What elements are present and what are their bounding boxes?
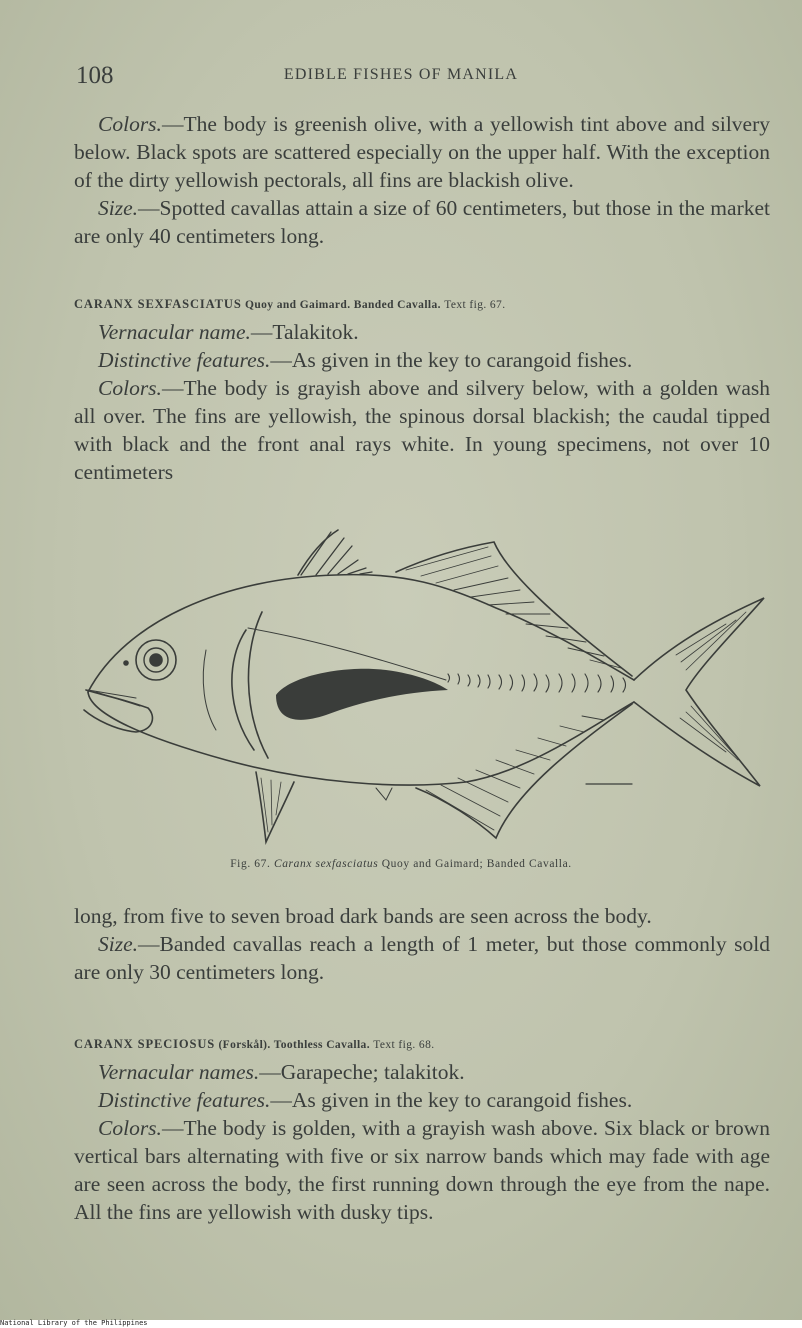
species-name: CARANX SEXFASCIATUS bbox=[74, 297, 242, 311]
page-header bbox=[0, 60, 802, 92]
features-text: —As given in the key to carangoid fishes. bbox=[270, 348, 633, 372]
section-toothless-cavalla bbox=[74, 1036, 770, 1226]
caption-prefix: Fig. 67. bbox=[230, 858, 274, 870]
library-credit: National Library of the Philippines bbox=[0, 1319, 148, 1327]
colors-paragraph bbox=[74, 110, 770, 194]
size-text: —Spotted cavallas attain a size of 60 centimeters, but those in the market are only 40 centimeters long. bbox=[74, 196, 770, 248]
size-text: —Banded cavallas reach a length of 1 meter, but those commonly sold are only 30 centimeters long. bbox=[74, 932, 770, 984]
colors-label: Colors. bbox=[98, 1116, 162, 1140]
vernacular-label: Vernacular names. bbox=[98, 1060, 260, 1084]
colors-label: Colors. bbox=[98, 376, 162, 400]
features-label: Distinctive features. bbox=[98, 1088, 271, 1112]
species-heading bbox=[74, 296, 770, 313]
features-label: Distinctive features. bbox=[98, 348, 271, 372]
species-figure-ref: Text fig. 67. bbox=[444, 299, 506, 311]
colors-text: —The body is grayish above and silvery below, with a golden wash all over. The fins are yellowish, the spinous dorsal blackish; the caudal tipped with black and the front anal rays white. In young specimens, not over 10 centimeters bbox=[74, 376, 770, 484]
vernacular-text: —Garapeche; talakitok. bbox=[259, 1060, 465, 1084]
vernacular-paragraph bbox=[74, 1058, 770, 1086]
species-common: (Forskål). Toothless Cavalla. bbox=[215, 1039, 374, 1051]
vernacular-text: —Talakitok. bbox=[250, 320, 359, 344]
size-label: Size. bbox=[98, 196, 139, 220]
caption-species: Caranx sexfasciatus bbox=[273, 858, 379, 870]
continued-paragraph: long, from five to seven broad dark bands are seen across the body. bbox=[74, 904, 652, 928]
size-paragraph bbox=[74, 194, 770, 250]
vernacular-paragraph bbox=[74, 318, 770, 346]
figure-caption bbox=[0, 858, 802, 870]
features-paragraph bbox=[74, 1086, 770, 1114]
colors-text: —The body is greenish olive, with a yellowish tint above and silvery below. Black spots are scattered especially on the upper half. With the exception of the dirty yellowish pectorals, all fins are blackish olive. bbox=[74, 112, 770, 192]
page-number: 108 bbox=[76, 62, 114, 89]
features-paragraph bbox=[74, 346, 770, 374]
section-banded-cavalla-continued bbox=[74, 902, 770, 986]
species-common: Quoy and Gaimard. Banded Cavalla. bbox=[241, 299, 445, 311]
size-label: Size. bbox=[98, 932, 139, 956]
colors-text: —The body is golden, with a grayish wash above. Six black or brown vertical bars alternating with five or six narrow bands which may fade with age are seen across the body, the first running down through the eye from the nape. All the fins are yellowish with dusky tips. bbox=[74, 1116, 770, 1224]
fish-illustration bbox=[76, 520, 766, 850]
section-banded-cavalla bbox=[74, 296, 770, 486]
species-name: CARANX SPECIOSUS bbox=[74, 1037, 216, 1051]
caption-suffix: Quoy and Gaimard; Banded Cavalla. bbox=[378, 858, 572, 870]
vernacular-label: Vernacular name. bbox=[98, 320, 251, 344]
size-paragraph bbox=[74, 930, 770, 986]
features-text: —As given in the key to carangoid fishes. bbox=[270, 1088, 633, 1112]
colors-paragraph bbox=[74, 1114, 770, 1226]
running-head: EDIBLE FISHES OF MANILA bbox=[283, 66, 519, 83]
colors-paragraph bbox=[74, 374, 770, 486]
colors-label: Colors. bbox=[98, 112, 162, 136]
species-figure-ref: Text fig. 68. bbox=[373, 1039, 435, 1051]
species-heading bbox=[74, 1036, 770, 1053]
section-spotted-cavalla bbox=[74, 110, 770, 250]
